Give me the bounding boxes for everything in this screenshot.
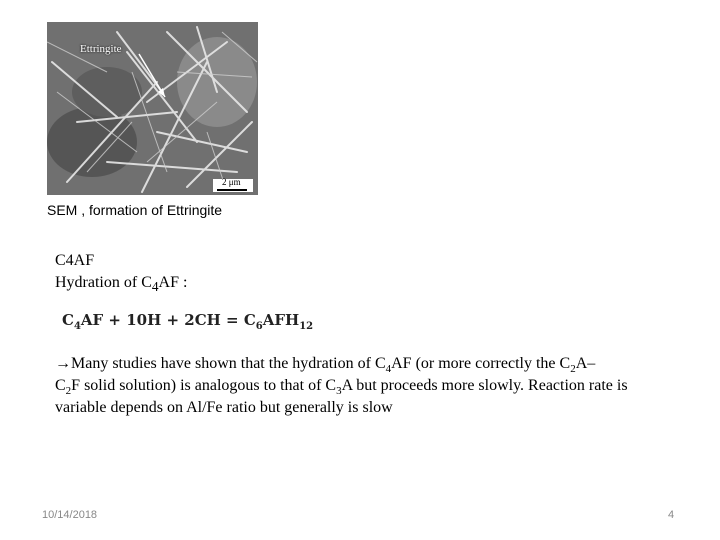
ettringite-label: Ettringite [80,43,122,55]
paragraph-text-4: C [55,377,66,394]
equation-sub-1: 4 [73,321,81,332]
paragraph-text-5: F solid solution) is analogous to that of C [71,377,337,394]
equation-sub-3: 12 [299,321,314,332]
paragraph-text-3: A– [575,355,596,372]
subheading-text-2: AF : [158,274,188,291]
hydration-equation [62,311,313,332]
sem-micrograph [47,22,258,195]
subheading-subscript: 4 [151,279,159,295]
equation-part-1: C [62,311,74,329]
body-paragraph [55,353,675,419]
paragraph-text-6: A but proceeds more slowly. Reaction rate is variable depends on Al/Fe ratio but generally is slow [55,377,628,416]
scale-bar [213,179,253,192]
section-heading: C4AF [55,252,95,269]
ettringite-needles-graphic [47,22,258,195]
footer-date: 10/14/2018 [42,509,98,521]
paragraph-text-1: Many studies have shown that the hydration of C [71,355,386,372]
page-number: 4 [668,509,675,521]
section-subheading [55,274,187,295]
image-caption: SEM , formation of Ettringite [47,202,223,218]
paragraph-text-2: AF (or more correctly the C [391,355,571,372]
scale-bar-line [217,189,247,191]
paragraph-sub-1: 4 [385,363,392,376]
equation-part-3: AFH [262,311,300,329]
paragraph-sub-5: 3 [336,385,342,398]
arrow-icon: → [55,355,71,372]
paragraph-sub-4: 2 [65,385,72,398]
scale-bar-text: 2 μm [222,177,241,187]
subheading-text-1: Hydration of C [55,274,152,291]
equation-sub-2: 6 [255,321,263,332]
equation-part-2: AF + 10H + 2CH = C [80,311,256,329]
paragraph-sub-2: 2 [570,363,576,376]
